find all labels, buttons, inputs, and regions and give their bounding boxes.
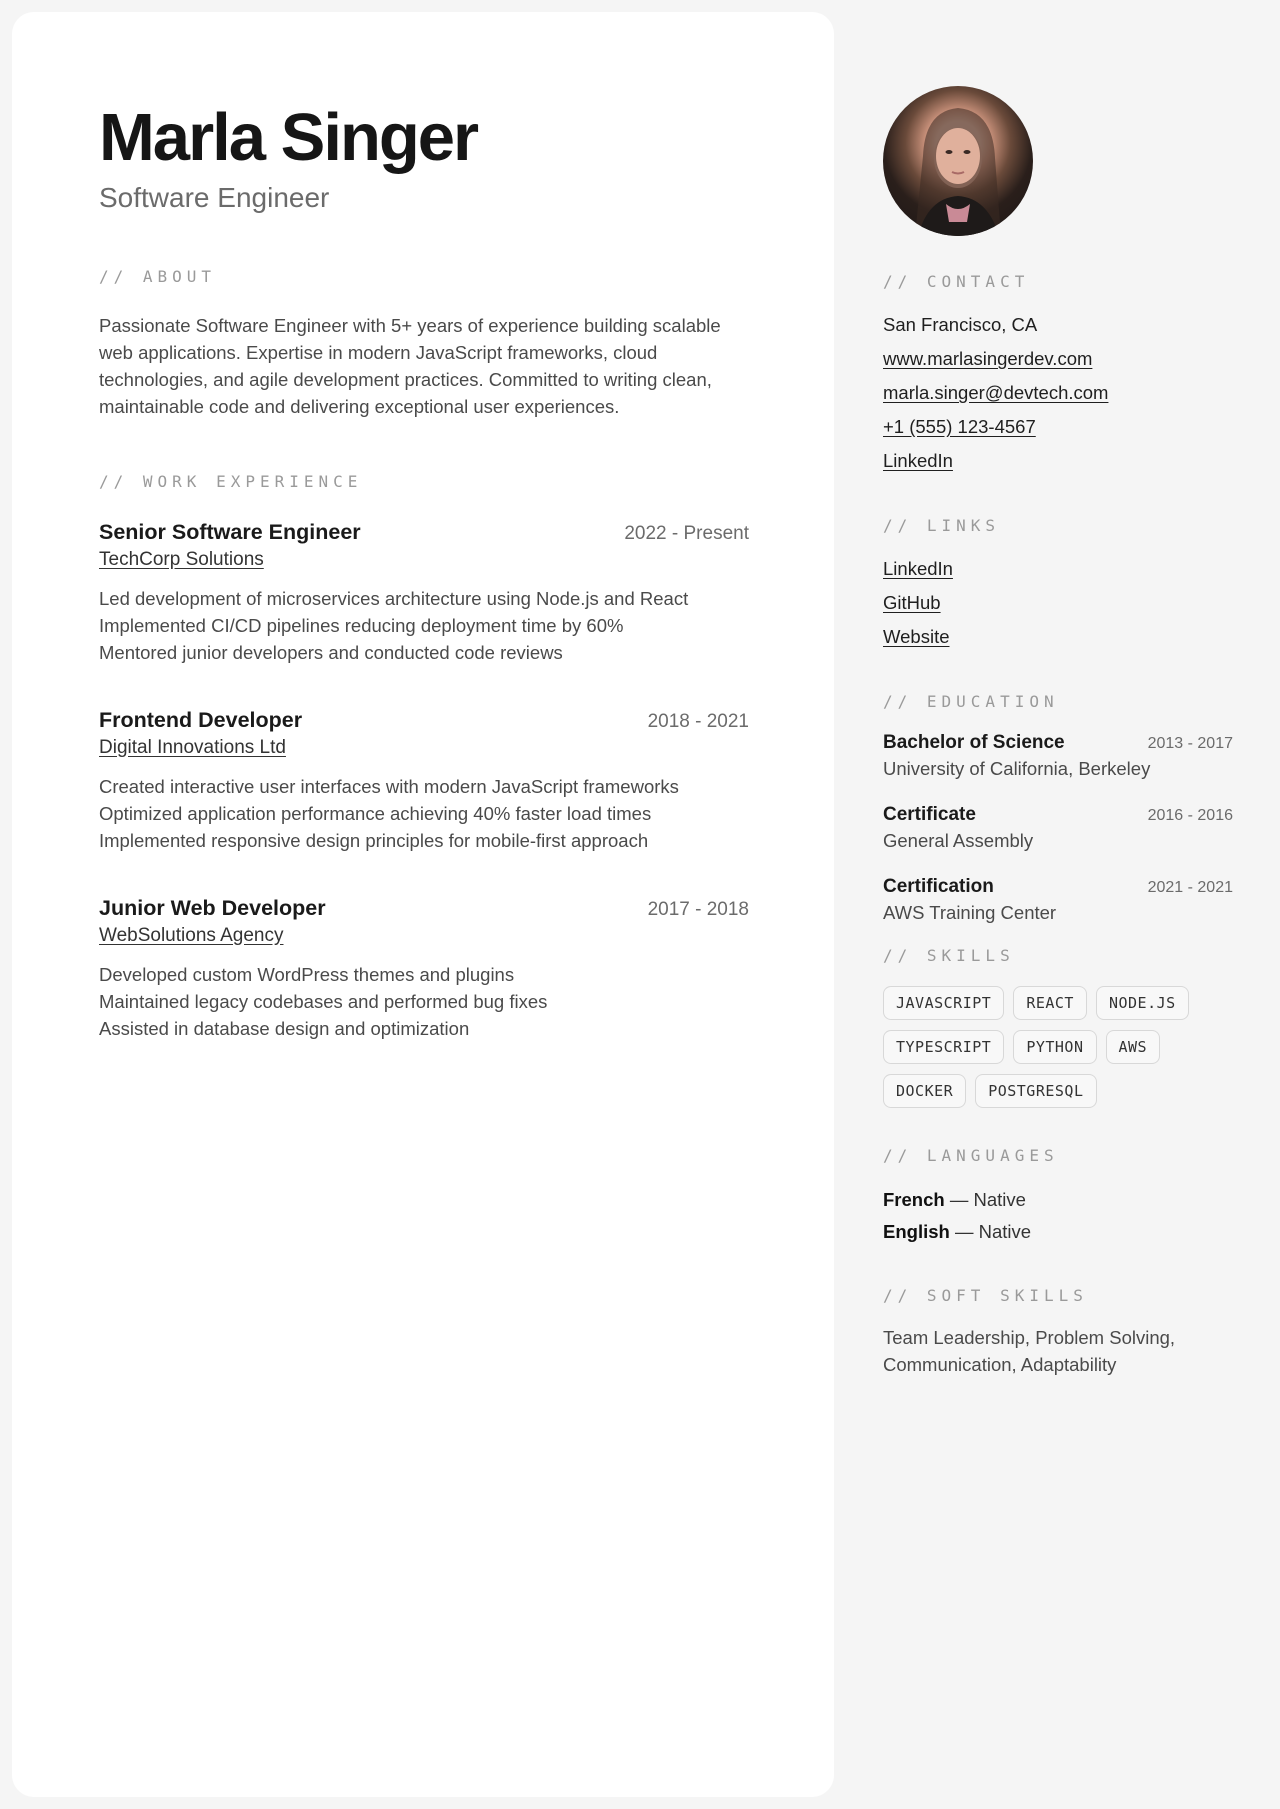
- education-school: AWS Training Center: [883, 902, 1057, 923]
- links-heading: // LINKS: [883, 516, 1001, 535]
- language-item: [883, 1184, 1233, 1216]
- skill-tag: TYPESCRIPT: [883, 1030, 1004, 1064]
- candidate-role: Software Engineer: [99, 182, 330, 213]
- skill-tag: POSTGRESQL: [975, 1074, 1096, 1108]
- languages-heading: // LANGUAGES: [883, 1146, 1059, 1165]
- education-degree: Bachelor of Science: [883, 732, 1065, 753]
- education-entry: [883, 876, 1233, 924]
- link-website[interactable]: Website: [883, 626, 950, 647]
- language-level: — Native: [949, 1189, 1026, 1210]
- work-experience-heading: // WORK EXPERIENCE: [99, 471, 363, 491]
- job-entry: [99, 896, 749, 1042]
- language-item: [883, 1216, 1233, 1248]
- education-dates: 2013 - 2017: [1147, 735, 1233, 752]
- job-bullet: Assisted in database design and optimization: [99, 1017, 470, 1039]
- job-entry: [99, 708, 749, 854]
- avatar: [883, 86, 1033, 236]
- candidate-name: Marla Singer: [99, 100, 478, 175]
- job-company-link[interactable]: WebSolutions Agency: [99, 924, 284, 946]
- job-company-link[interactable]: TechCorp Solutions: [99, 548, 264, 570]
- job-entry: [99, 520, 749, 666]
- portrait-image: [883, 86, 1033, 236]
- education-degree: Certification: [883, 876, 994, 897]
- job-bullet: Implemented CI/CD pipelines reducing deployment time by 60%: [99, 614, 624, 636]
- job-title: Junior Web Developer: [99, 895, 326, 920]
- about-text: Passionate Software Engineer with 5+ years of experience building scalable web applications. Expertise in modern JavaScript frameworks, cloud technologies, and agile development practices. Committed to writing clean, maintainable code and delivering exceptional user experiences.: [99, 314, 721, 417]
- job-bullet: Developed custom WordPress themes and plugins: [99, 963, 515, 985]
- skills-list: [883, 986, 1233, 1108]
- education-school: General Assembly: [883, 830, 1034, 851]
- education-dates: 2021 - 2021: [1147, 879, 1233, 896]
- job-bullet: Led development of microservices architecture using Node.js and React: [99, 587, 689, 609]
- contact-phone-link[interactable]: +1 (555) 123-4567: [883, 416, 1036, 437]
- job-title: Frontend Developer: [99, 707, 303, 732]
- job-dates: 2018 - 2021: [647, 710, 749, 732]
- education-school: University of California, Berkeley: [883, 758, 1151, 779]
- language-name: English: [883, 1221, 950, 1242]
- education-heading: // EDUCATION: [883, 692, 1059, 711]
- job-bullet: Implemented responsive design principles for mobile-first approach: [99, 829, 649, 851]
- education-entry: [883, 732, 1233, 780]
- job-company-link[interactable]: Digital Innovations Ltd: [99, 736, 286, 758]
- skill-tag: NODE.JS: [1096, 986, 1189, 1020]
- soft-skills-heading: // SOFT SKILLS: [883, 1286, 1088, 1305]
- contact-linkedin-link[interactable]: LinkedIn: [883, 450, 953, 471]
- education-degree: Certificate: [883, 804, 976, 825]
- education-entry: [883, 804, 1233, 852]
- link-github[interactable]: GitHub: [883, 592, 941, 613]
- contact-location: San Francisco, CA: [883, 314, 1038, 335]
- job-dates: 2017 - 2018: [647, 898, 749, 920]
- job-bullet: Maintained legacy codebases and performed bug fixes: [99, 990, 548, 1012]
- job-title: Senior Software Engineer: [99, 519, 361, 544]
- skill-tag: REACT: [1013, 986, 1087, 1020]
- job-bullet: Created interactive user interfaces with modern JavaScript frameworks: [99, 775, 679, 797]
- sidebar: [883, 86, 1233, 1378]
- language-level: — Native: [954, 1221, 1032, 1242]
- main-panel: [12, 12, 834, 1797]
- contact-website-link[interactable]: www.marlasingerdev.com: [883, 348, 1093, 369]
- contact-heading: // CONTACT: [883, 272, 1030, 291]
- skill-tag: AWS: [1106, 1030, 1161, 1064]
- job-bullet: Mentored junior developers and conducted code reviews: [99, 641, 563, 663]
- about-heading: // ABOUT: [99, 266, 217, 286]
- skill-tag: PYTHON: [1013, 1030, 1096, 1064]
- education-dates: 2016 - 2016: [1147, 807, 1233, 824]
- skills-heading: // SKILLS: [883, 946, 1015, 965]
- contact-email-link[interactable]: marla.singer@devtech.com: [883, 382, 1109, 403]
- link-linkedin[interactable]: LinkedIn: [883, 558, 953, 579]
- job-bullet: Optimized application performance achieving 40% faster load times: [99, 802, 652, 824]
- soft-skills-text: Team Leadership, Problem Solving, Communication, Adaptability: [883, 1327, 1176, 1375]
- skill-tag: DOCKER: [883, 1074, 966, 1108]
- skill-tag: JAVASCRIPT: [883, 986, 1004, 1020]
- language-name: French: [883, 1189, 945, 1210]
- job-dates: 2022 - Present: [624, 522, 749, 544]
